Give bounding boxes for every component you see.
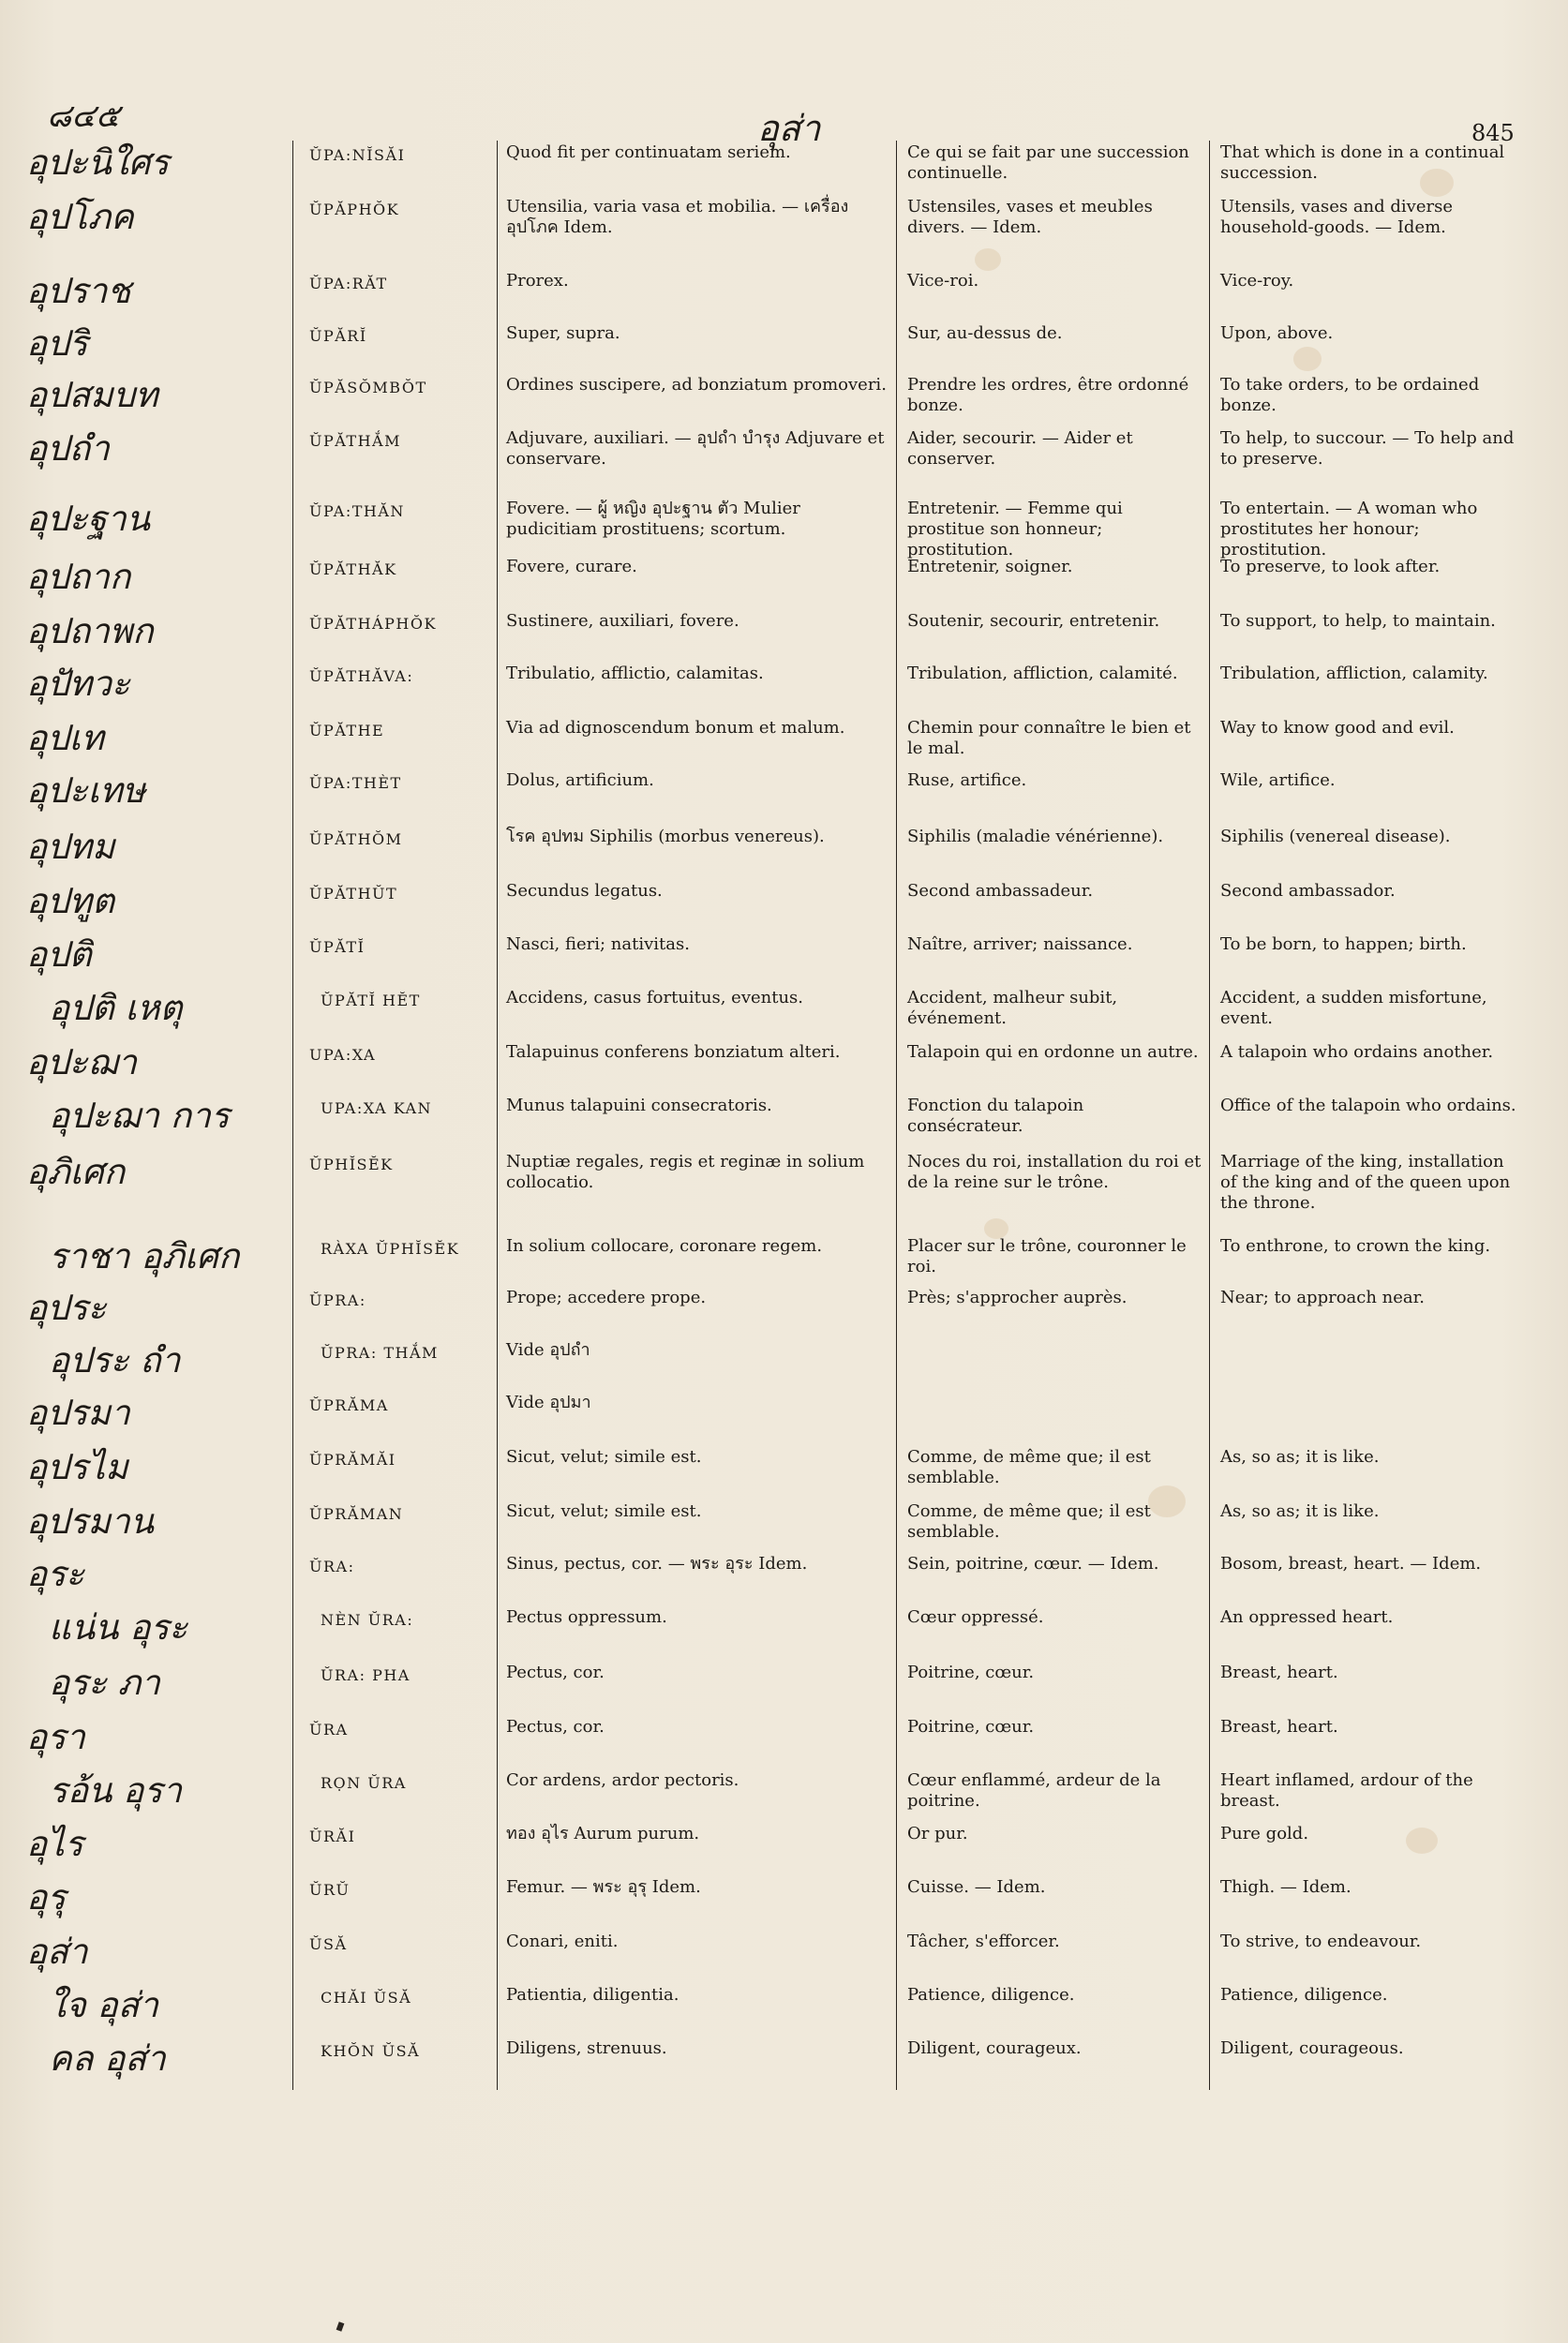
entry-thai-word: อุปรมาน <box>26 1501 155 1542</box>
entry-thai-word: อุปริ <box>26 323 88 364</box>
entry-french: Cuisse. — Idem. <box>907 1877 1046 1897</box>
entry-french: Près; s'approcher auprès. <box>907 1288 1127 1307</box>
entry-latin: Prorex. <box>506 271 569 291</box>
entry-french: Entretenir. — Femme qui prostitue son honneur; prostitution. <box>907 499 1123 560</box>
entry-french: Sur, au-dessus de. <box>907 323 1063 343</box>
entry-english: Tribulation, affliction, calamity. <box>1220 664 1488 683</box>
entry-latin: Adjuvare, auxiliari. — อุปถำ บำรุง Adjuvare et conservare. <box>506 428 885 469</box>
entry-romanization: CHĂI ŬSĂ <box>321 1989 412 2007</box>
entry-latin: Quod fit per continuatam seriem. <box>506 142 791 162</box>
entry-romanization: ŬPĂTHĂVA: <box>309 667 414 685</box>
entry-english: Pure gold. <box>1220 1824 1309 1843</box>
entry-romanization: ŬPRĂMĂI <box>309 1451 396 1469</box>
entry-french: Chemin pour connaître le bien et le mal. <box>907 718 1191 758</box>
entry-romanization: ŬPĂTHŬT <box>309 885 398 903</box>
entry-english: Near; to approach near. <box>1220 1288 1425 1307</box>
foxing-spot <box>1293 347 1322 371</box>
entry-romanization: ŬPĂTHE <box>309 722 385 739</box>
entry-thai-word: คล อุส่า <box>49 2038 166 2079</box>
entry-english: Marriage of the king, installation of the king and of the queen upon the throne. <box>1220 1152 1511 1213</box>
entry-romanization: ŬPRA: <box>309 1291 366 1309</box>
entry-english: That which is done in a continual succession. <box>1220 142 1505 183</box>
entry-latin: Talapuinus conferens bonziatum alteri. <box>506 1042 841 1062</box>
entry-romanization: ŬPA:THÈT <box>309 774 402 792</box>
entry-latin: Conari, eniti. <box>506 1932 619 1951</box>
entry-english: To support, to help, to maintain. <box>1220 611 1496 631</box>
entry-english: Utensils, vases and diverse household-goods. — Idem. <box>1220 197 1453 237</box>
entry-english: To entertain. — A woman who prostitutes her honour; prostitution. <box>1220 499 1478 560</box>
entry-thai-word: รอ้น อุรา <box>49 1770 183 1811</box>
entry-english: To preserve, to look after. <box>1220 557 1441 576</box>
entry-latin: Fovere, curare. <box>506 557 637 576</box>
entry-romanization: ŬRA <box>309 1721 349 1739</box>
entry-english: As, so as; it is like. <box>1220 1501 1380 1521</box>
running-headword: อุส่า <box>757 108 821 149</box>
entry-latin: In solium collocare, coronare regem. <box>506 1236 823 1256</box>
entry-thai-word: อุส่า <box>26 1932 88 1972</box>
entry-thai-word: อุปะฌา <box>26 1042 137 1082</box>
ink-speck <box>336 2321 345 2332</box>
entry-french: Cœur enflammé, ardeur de la poitrine. <box>907 1770 1161 1811</box>
entry-french: Or pur. <box>907 1824 968 1843</box>
entry-french: Poitrine, cœur. <box>907 1717 1035 1737</box>
entry-french: Entretenir, soigner. <box>907 557 1073 576</box>
entry-french: Siphilis (maladie vénérienne). <box>907 827 1164 846</box>
entry-french: Talapoin qui en ordonne un autre. <box>907 1042 1199 1062</box>
entry-thai-word: อุปรมา <box>26 1393 130 1433</box>
entry-french: Sein, poitrine, cœur. — Idem. <box>907 1554 1159 1574</box>
entry-french: Patience, diligence. <box>907 1985 1075 2005</box>
entry-english: Breast, heart. <box>1220 1663 1338 1682</box>
entry-thai-word: แน่น อุระ <box>49 1607 188 1648</box>
entry-romanization: ŬSĂ <box>309 1935 348 1953</box>
entry-latin: Munus talapuini consecratoris. <box>506 1096 772 1115</box>
entry-romanization: ŬPRA: THẮM <box>321 1344 439 1362</box>
entry-french: Placer sur le trône, couronner le roi. <box>907 1236 1187 1276</box>
entry-french: Ruse, artifice. <box>907 770 1027 790</box>
entry-french: Prendre les ordres, être ordonné bonze. <box>907 375 1189 415</box>
entry-english: Patience, diligence. <box>1220 1985 1388 2005</box>
entry-romanization: ŬRĂI <box>309 1828 356 1845</box>
entry-english: An oppressed heart. <box>1220 1607 1394 1627</box>
entry-latin: Patientia, diligentia. <box>506 1985 679 2005</box>
entry-romanization: UPA:XA <box>309 1046 377 1064</box>
entry-latin: Via ad dignoscendum bonum et malum. <box>506 718 845 738</box>
entry-french: Vice-roi. <box>907 271 979 291</box>
entry-romanization: ŬRA: <box>309 1558 355 1575</box>
entry-latin: Sicut, velut; simile est. <box>506 1447 702 1467</box>
entry-romanization: ŬPĂTHÁPHŎK <box>309 615 437 633</box>
column-rule <box>292 141 293 2090</box>
entry-thai-word: อุรา <box>26 1717 85 1757</box>
entry-thai-word: อุระ ภา <box>49 1663 160 1703</box>
entry-english: Breast, heart. <box>1220 1717 1338 1737</box>
entry-english: To help, to succour. — To help and to preserve. <box>1220 428 1515 469</box>
entry-romanization: ŬPĂTHẮM <box>309 432 401 450</box>
entry-romanization: ŬPRĂMA <box>309 1396 389 1414</box>
page-number-thai: ๘๔๕ <box>47 97 120 135</box>
column-rule <box>497 141 498 2090</box>
entry-romanization: ŬPĂTĬ HĔT <box>321 992 421 1009</box>
entry-latin: Dolus, artificium. <box>506 770 654 790</box>
entry-english: Thigh. — Idem. <box>1220 1877 1351 1897</box>
entry-french: Ce qui se fait par une succession continuelle. <box>907 142 1189 183</box>
entry-romanization: KHŎN ŬSĂ <box>321 2042 421 2060</box>
entry-french: Fonction du talapoin consécrateur. <box>907 1096 1084 1136</box>
entry-english: As, so as; it is like. <box>1220 1447 1380 1467</box>
entry-thai-word: อุปรไม <box>26 1447 128 1487</box>
entry-latin: Diligens, strenuus. <box>506 2038 667 2058</box>
entry-french: Naître, arriver; naissance. <box>907 934 1133 954</box>
entry-english: Diligent, courageous. <box>1220 2038 1404 2058</box>
entry-latin: Pectus, cor. <box>506 1663 605 1682</box>
entry-latin: Secundus legatus. <box>506 881 663 901</box>
entry-romanization: ŬRŬ <box>309 1881 351 1899</box>
entry-french: Comme, de même que; il est semblable. <box>907 1501 1151 1542</box>
entry-english: To take orders, to be ordained bonze. <box>1220 375 1480 415</box>
entry-english: Second ambassador. <box>1220 881 1396 901</box>
entry-romanization: ŬPA:RĂT <box>309 275 388 292</box>
entry-latin: Ordines suscipere, ad bonziatum promoveri. <box>506 375 887 395</box>
entry-thai-word: อุปะนิใศร <box>26 142 170 183</box>
entry-romanization: RỌN ŬRA <box>321 1774 407 1792</box>
entry-latin: Vide อุปมา <box>506 1393 591 1412</box>
entry-latin: Sicut, velut; simile est. <box>506 1501 702 1521</box>
entry-english: To be born, to happen; birth. <box>1220 934 1467 954</box>
page-number: 845 <box>1471 120 1515 146</box>
entry-english: Vice-roy. <box>1220 271 1294 291</box>
entry-thai-word: อุปะฐาน <box>26 499 151 539</box>
entry-english: Upon, above. <box>1220 323 1334 343</box>
entry-latin: Sustinere, auxiliari, fovere. <box>506 611 739 631</box>
entry-romanization: ŬRA: PHA <box>321 1666 411 1684</box>
entry-french: Soutenir, secourir, entretenir. <box>907 611 1160 631</box>
column-rule <box>896 141 897 2090</box>
entry-thai-word: อุปถาก <box>26 557 131 597</box>
entry-english: Office of the talapoin who ordains. <box>1220 1096 1516 1115</box>
entry-romanization: ŬPRĂMAN <box>309 1505 404 1523</box>
entry-english: A talapoin who ordains another. <box>1220 1042 1494 1062</box>
entry-romanization: ŬPHĬSĔK <box>309 1156 394 1173</box>
entry-french: Ustensiles, vases et meubles divers. — Idem. <box>907 197 1153 237</box>
entry-latin: Fovere. — ผู้ หญิง อุปะฐาน ตัว Mulier pudicitiam prostituens; scortum. <box>506 499 800 539</box>
entry-english: To strive, to endeavour. <box>1220 1932 1422 1951</box>
entry-french: Second ambassadeur. <box>907 881 1094 901</box>
entry-english: To enthrone, to crown the king. <box>1220 1236 1491 1256</box>
entry-french: Accident, malheur subit, événement. <box>907 988 1118 1028</box>
entry-thai-word: อุประ <box>26 1288 107 1328</box>
entry-french: Aider, secourir. — Aider et conserver. <box>907 428 1133 469</box>
entry-thai-word: อุไร <box>26 1824 83 1864</box>
entry-thai-word: อุรุ <box>26 1877 67 1918</box>
entry-romanization: ŬPĂTĬ <box>309 938 366 956</box>
entry-latin: โรค อุปทม Siphilis (morbus venereus). <box>506 827 825 846</box>
entry-latin: Utensilia, varia vasa et mobilia. — เครื่อง อุปโภค Idem. <box>506 197 849 237</box>
entry-french: Poitrine, cœur. <box>907 1663 1035 1682</box>
foxing-spot <box>975 248 1001 271</box>
entry-thai-word: อุปทูต <box>26 881 115 921</box>
entry-thai-word: อุระ <box>26 1554 84 1594</box>
entry-romanization: ŬPĂPHŎK <box>309 201 400 218</box>
entry-latin: Prope; accedere prope. <box>506 1288 707 1307</box>
entry-latin: Super, supra. <box>506 323 620 343</box>
entry-english: Accident, a sudden misfortune, event. <box>1220 988 1487 1028</box>
entry-romanization: ŬPĂTHŎM <box>309 830 403 848</box>
entry-romanization: UPA:XA KAN <box>321 1099 433 1117</box>
entry-romanization: NÈN ŬRA: <box>321 1611 414 1629</box>
entry-french: Tribulation, affliction, calamité. <box>907 664 1178 683</box>
entry-thai-word: ใจ อุส่า <box>49 1985 159 2025</box>
entry-thai-word: อุปทม <box>26 827 115 867</box>
entry-english: Heart inflamed, ardour of the breast. <box>1220 1770 1473 1811</box>
entry-thai-word: อุปราช <box>26 271 131 311</box>
entry-french: Comme, de même que; il est semblable. <box>907 1447 1151 1487</box>
entry-latin: ทอง อุไร Aurum purum. <box>506 1824 700 1843</box>
entry-thai-word: อุภิเศก <box>26 1152 126 1192</box>
entry-english: Way to know good and evil. <box>1220 718 1455 738</box>
entry-romanization: ŬPĂTHĂK <box>309 560 397 578</box>
entry-romanization: RÀXA ŬPHĬSĔK <box>321 1240 460 1258</box>
entry-romanization: ŬPA:NĬSĂI <box>309 146 406 164</box>
entry-english: Wile, artifice. <box>1220 770 1336 790</box>
entry-thai-word: อุปสมบท <box>26 375 158 415</box>
entry-latin: Tribulatio, afflictio, calamitas. <box>506 664 764 683</box>
entry-romanization: ŬPA:THĂN <box>309 502 405 520</box>
entry-thai-word: อุประ ถำ <box>49 1340 181 1380</box>
entry-latin: Cor ardens, ardor pectoris. <box>506 1770 739 1790</box>
entry-thai-word: อุปติ <box>26 934 92 975</box>
entry-thai-word: อุปถำ <box>26 428 110 469</box>
entry-latin: Femur. — พระ อุรุ Idem. <box>506 1877 701 1897</box>
entry-latin: Nuptiæ regales, regis et reginæ in solium collocatio. <box>506 1152 865 1192</box>
entry-latin: Pectus oppressum. <box>506 1607 667 1627</box>
entry-latin: Vide อุปถำ <box>506 1340 590 1360</box>
entry-romanization: ŬPĂRĬ <box>309 327 367 345</box>
entry-thai-word: อุปัทวะ <box>26 664 130 704</box>
entry-french: Cœur oppressé. <box>907 1607 1044 1627</box>
entry-latin: Accidens, casus fortuitus, eventus. <box>506 988 804 1007</box>
entry-french: Diligent, courageux. <box>907 2038 1082 2058</box>
entry-english: Siphilis (venereal disease). <box>1220 827 1451 846</box>
entry-thai-word: อุปะฌา การ <box>49 1096 230 1136</box>
entry-thai-word: อุปะเทษ <box>26 770 146 811</box>
entry-thai-word: ราชา อุภิเศก <box>49 1236 240 1276</box>
entry-french: Tâcher, s'efforcer. <box>907 1932 1060 1951</box>
entry-latin: Nasci, fieri; nativitas. <box>506 934 690 954</box>
entry-latin: Sinus, pectus, cor. — พระ อุระ Idem. <box>506 1554 808 1574</box>
entry-french: Noces du roi, installation du roi et de la reine sur le trône. <box>907 1152 1202 1192</box>
entry-romanization: ŬPĂSŎMBŎT <box>309 379 427 396</box>
entry-latin: Pectus, cor. <box>506 1717 605 1737</box>
entry-english: Bosom, breast, heart. — Idem. <box>1220 1554 1482 1574</box>
entry-thai-word: อุปติ เหตุ <box>49 988 183 1028</box>
entry-thai-word: อุปโภค <box>26 197 134 237</box>
entry-thai-word: อุปเท <box>26 718 104 758</box>
column-rule <box>1209 141 1210 2090</box>
entry-thai-word: อุปถาพก <box>26 611 154 651</box>
